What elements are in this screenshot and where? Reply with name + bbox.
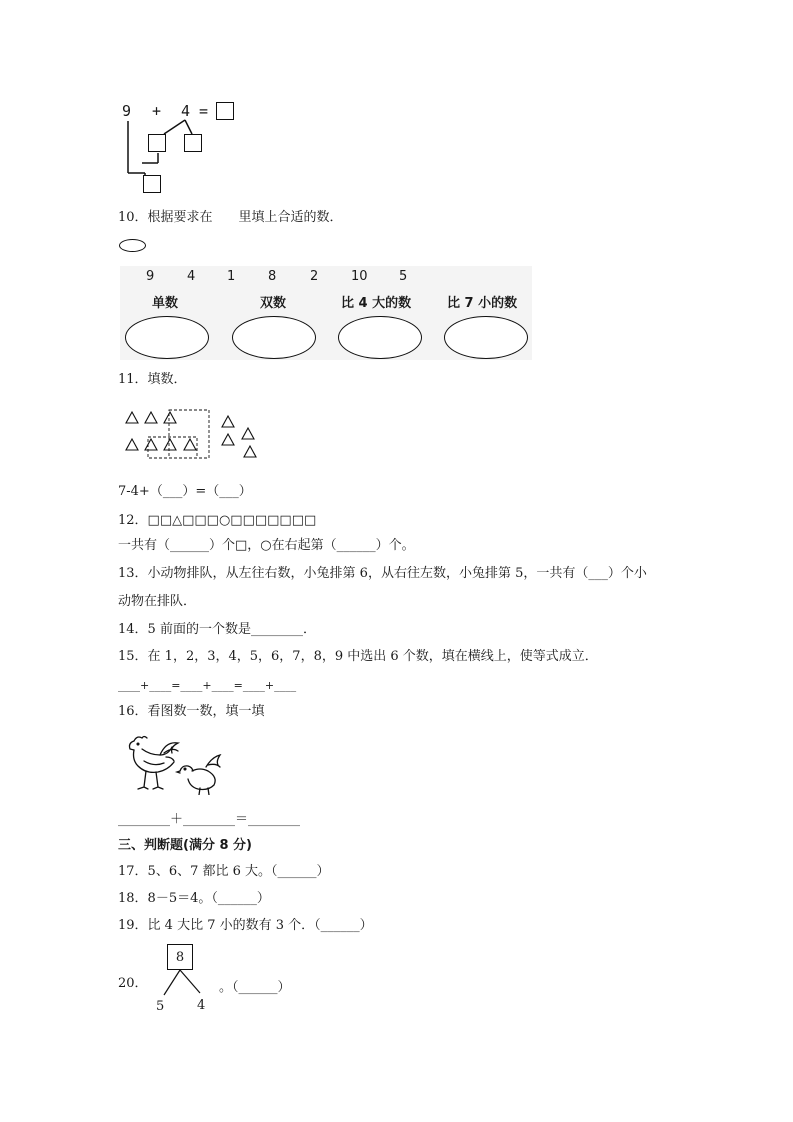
q10-category-even: 双数 [260, 296, 287, 311]
fig9-answer-box[interactable] [216, 102, 234, 120]
fig9-num1: 9 [122, 102, 132, 120]
fig9-lines [120, 115, 210, 195]
q13-line2: 动物在排队． [118, 594, 197, 609]
q10-answer-oval[interactable] [232, 316, 316, 359]
fig9-equals: = [199, 102, 209, 120]
q17-text: 17．5、6、7 都比 6 大。（______） [118, 864, 330, 879]
q10-answer-oval[interactable] [338, 316, 422, 359]
q20-label: 20． [118, 976, 148, 991]
q16-blanks: ________＋________＝________ [118, 812, 301, 827]
q20-right-number: 4 [197, 998, 206, 1013]
rooster-icon [130, 737, 179, 790]
chick-icon [177, 755, 220, 795]
q10-number: 8 [268, 269, 277, 284]
q10-answer-oval[interactable] [444, 316, 528, 359]
q11-text: 11．填数． [118, 372, 187, 387]
q10-oval-icon [119, 239, 146, 252]
q20-top-number: 8 [175, 949, 185, 965]
q10-text: 10．根据要求在 里填上合适的数． [118, 210, 343, 225]
q20-branch-lines [160, 969, 210, 999]
fig9-num2: 4 [181, 102, 191, 120]
fig9-plus: + [152, 102, 162, 120]
q10-number: 5 [399, 269, 408, 284]
q11-triangles-figure [124, 408, 264, 463]
q20-top-box [167, 944, 193, 970]
q10-number: 2 [310, 269, 319, 284]
fig9-sum-box[interactable] [143, 175, 161, 193]
q10-answer-oval[interactable] [125, 316, 209, 359]
q10-number: 10 [351, 269, 368, 284]
q15-blanks: ____+____=____+____=____+____ [118, 679, 297, 692]
q14-text: 14．5 前面的一个数是________． [118, 622, 316, 637]
q20-left-number: 5 [156, 999, 165, 1014]
fig9-split-box-left[interactable] [148, 134, 166, 152]
q10-figure [120, 266, 532, 360]
q10-category-odd: 单数 [152, 296, 179, 311]
q16-text: 16．看图数一数，填一填 [118, 704, 265, 719]
q15-text: 15．在 1，2，3，4，5，6，7，8，9 中选出 6 个数，填在横线上，使等式成立． [118, 649, 598, 664]
fig9-split-box-right[interactable] [184, 134, 202, 152]
q10-number: 1 [227, 269, 236, 284]
q11-equation: 7-4+（___）=（___） [118, 484, 252, 499]
q12-text: 12．□□△□□□○□□□□□□□ [118, 513, 317, 528]
q20-tail: 。（______） [219, 980, 291, 995]
q10-number: 9 [146, 269, 155, 284]
q10-category-gt4: 比 4 大的数 [341, 296, 412, 311]
q13-line1: 13．小动物排队，从左往右数，小兔排第 6，从右往左数，小兔排第 5，一共有（___）个小 [118, 566, 647, 581]
q10-number: 4 [187, 269, 196, 284]
section3-title: 三、判断题(满分 8 分) [118, 838, 252, 853]
q18-text: 18．8－5＝4。（______） [118, 891, 270, 906]
q16-poultry-figure [120, 731, 230, 795]
q12-line2: 一共有（______）个□，○在右起第（______）个。 [118, 538, 415, 553]
q19-text: 19．比 4 大比 7 小的数有 3 个．（______） [118, 918, 373, 933]
q10-category-lt7: 比 7 小的数 [447, 296, 518, 311]
